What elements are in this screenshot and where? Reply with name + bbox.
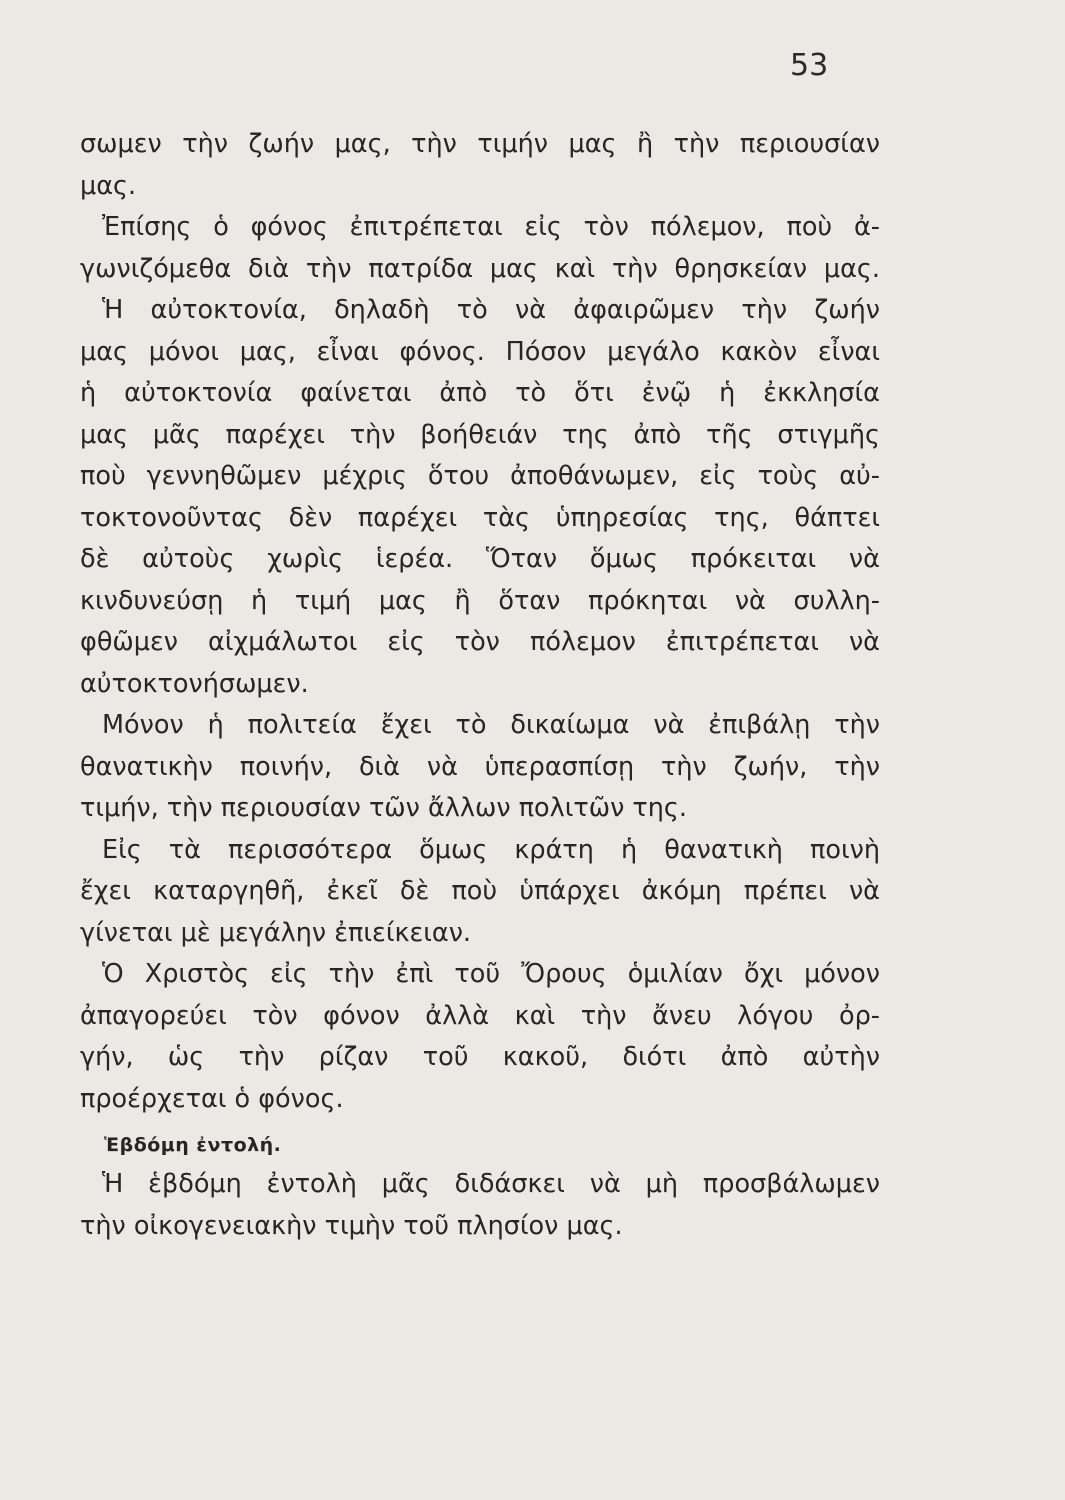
section-heading: Ἑβδόμη ἐντολή. <box>104 1134 282 1156</box>
text-line: δὲ αὐτοὺς χωρὶς ἱερέα. Ὅταν ὅμως πρόκειται νὰ <box>80 544 880 574</box>
text-line: Ἡ ἑβδόμη ἐντολὴ μᾶς διδάσκει νὰ μὴ προσβάλωμεν <box>102 1169 880 1199</box>
page-number: 53 <box>790 48 829 83</box>
text-line: Ἡ αὐτοκτονία, δηλαδὴ τὸ νὰ ἀφαιρῶμεν τὴν ζωήν <box>102 295 880 325</box>
text-line: σωμεν τὴν ζωήν μας, τὴν τιμήν μας ἢ τὴν περιουσίαν <box>80 129 880 159</box>
text-line: τοκτονοῦντας δὲν παρέχει τὰς ὑπηρεσίας της, θάπτει <box>80 502 880 533</box>
text-line: Ὁ Χριστὸς εἰς τὴν ἐπὶ τοῦ Ὄρους ὁμιλίαν ὄχι μόνον <box>102 959 880 989</box>
text-line: μας μᾶς παρέχει τὴν βοήθειάν της ἀπὸ τῆς στιγμῆς <box>80 419 880 450</box>
text-line: μας. <box>80 170 137 201</box>
text-line: προέρχεται ὁ φόνος. <box>80 1083 344 1114</box>
text-line: ἀπαγορεύει τὸν φόνον ἀλλὰ καὶ τὴν ἄνευ λόγου ὀρ- <box>80 1000 880 1031</box>
text-line: Εἰς τὰ περισσότερα ὅμως κράτη ἡ θανατικὴ ποινὴ <box>102 834 880 865</box>
text-line: γωνιζόμεθα διὰ τὴν πατρίδα μας καὶ τὴν θρησκείαν μας. <box>80 253 880 284</box>
text-line: γίνεται μὲ μεγάλην ἐπιείκειαν. <box>80 917 472 948</box>
body-text <box>80 124 880 1247</box>
text-line: τὴν οἰκογενειακὴν τιμὴν τοῦ πλησίον μας. <box>80 1210 623 1241</box>
text-line: ποὺ γεννηθῶμεν μέχρις ὅτου ἀποθάνωμεν, εἰς τοὺς αὐ- <box>80 461 880 491</box>
text-line: κινδυνεύσῃ ἡ τιμή μας ἢ ὅταν πρόκηται νὰ συλλη- <box>80 585 880 616</box>
text-line: γήν, ὡς τὴν ρίζαν τοῦ κακοῦ, διότι ἀπὸ αὐτὴν <box>80 1042 880 1072</box>
text-line: τιμήν, τὴν περιουσίαν τῶν ἄλλων πολιτῶν της. <box>80 793 688 823</box>
text-line: Μόνον ἡ πολιτεία ἔχει τὸ δικαίωμα νὰ ἐπιβάλῃ τὴν <box>102 710 880 740</box>
text-line: ἡ αὐτοκτονία φαίνεται ἀπὸ τὸ ὅτι ἐνῷ ἡ ἐκκλησία <box>80 378 880 408</box>
text-line: μας μόνοι μας, εἶναι φόνος. Πόσον μεγάλο κακὸν εἶναι <box>80 336 880 367</box>
text-line: ἔχει καταργηθῆ, ἐκεῖ δὲ ποὺ ὑπάρχει ἀκόμη πρέπει νὰ <box>80 876 880 906</box>
text-line: αὐτοκτονήσωμεν. <box>80 668 309 699</box>
text-line: Ἐπίσης ὁ φόνος ἐπιτρέπεται εἰς τὸν πόλεμον, ποὺ ἀ- <box>102 212 880 242</box>
text-line: θανατικὴν ποινήν, διὰ νὰ ὑπερασπίσῃ τὴν ζωήν, τὴν <box>80 751 880 782</box>
text-line: φθῶμεν αἰχμάλωτοι εἰς τὸν πόλεμον ἐπιτρέπεται νὰ <box>80 627 880 657</box>
